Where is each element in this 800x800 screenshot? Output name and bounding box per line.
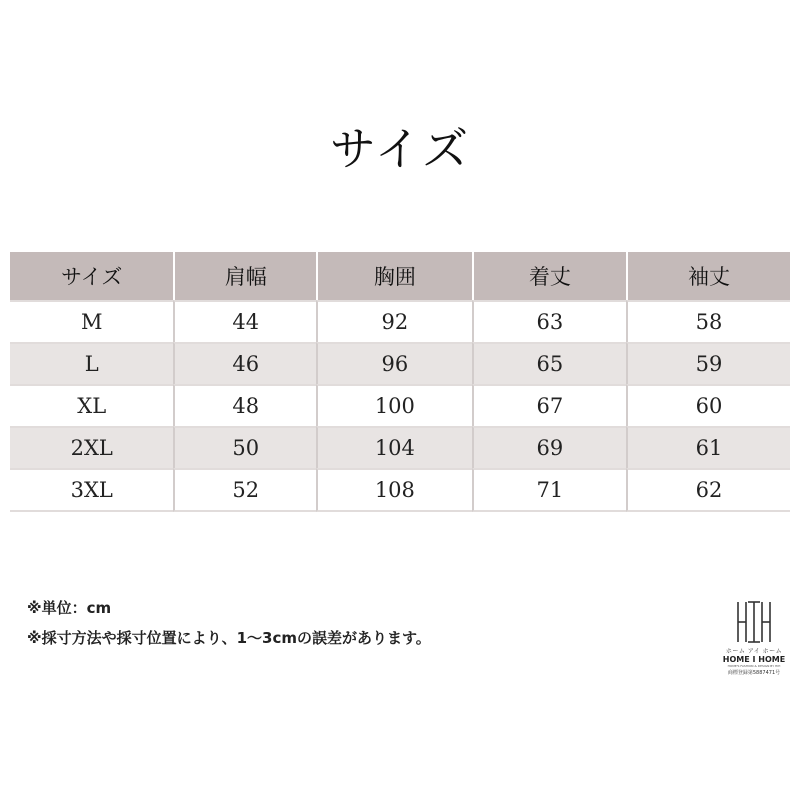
hih-logo-icon	[734, 600, 774, 644]
table-cell: XL	[10, 384, 173, 426]
table-cell: 60	[626, 384, 790, 426]
table-cell: 62	[626, 468, 790, 512]
table-cell: 100	[316, 384, 472, 426]
table-row	[10, 468, 790, 512]
logo-kana: ホーム アイ ホーム	[725, 648, 783, 655]
logo-tagline: HOME'S FASHION & DESIGN BY HIH	[727, 664, 781, 668]
table-cell: 50	[173, 426, 316, 468]
logo-registration: 商標登録第5887471号	[727, 670, 781, 676]
table-cell: 63	[472, 300, 626, 342]
table-cell: 92	[316, 300, 472, 342]
logo-brand-name: HOME I HOME	[722, 655, 786, 664]
table-cell: 44	[173, 300, 316, 342]
brand-logo	[722, 600, 786, 676]
table-cell: 65	[472, 342, 626, 384]
column-header-size: サイズ	[10, 252, 173, 300]
table-cell: 2XL	[10, 426, 173, 468]
table-row	[10, 384, 790, 426]
column-header-length: 着丈	[472, 252, 626, 300]
table-cell: M	[10, 300, 173, 342]
table-cell: 48	[173, 384, 316, 426]
column-header-chest: 胸囲	[316, 252, 472, 300]
table-row	[10, 342, 790, 384]
column-header-shoulder-width: 肩幅	[173, 252, 316, 300]
table-cell: 71	[472, 468, 626, 512]
page-title: サイズ	[329, 122, 471, 176]
table-row	[10, 426, 790, 468]
measurement-error-note: ※採寸方法や採寸位置により、1～3cmの誤差があります。	[27, 629, 431, 647]
size-table	[10, 252, 790, 512]
table-cell: 104	[316, 426, 472, 468]
table-cell: 69	[472, 426, 626, 468]
unit-note: ※単位：cm	[27, 599, 112, 617]
column-header-sleeve: 袖丈	[626, 252, 790, 300]
table-row	[10, 300, 790, 342]
table-cell: 46	[173, 342, 316, 384]
table-cell: 3XL	[10, 468, 173, 512]
table-cell: 58	[626, 300, 790, 342]
table-cell: L	[10, 342, 173, 384]
table-cell: 59	[626, 342, 790, 384]
table-cell: 67	[472, 384, 626, 426]
table-cell: 61	[626, 426, 790, 468]
table-cell: 96	[316, 342, 472, 384]
table-cell: 52	[173, 468, 316, 512]
table-cell: 108	[316, 468, 472, 512]
table-header-row	[10, 252, 790, 300]
